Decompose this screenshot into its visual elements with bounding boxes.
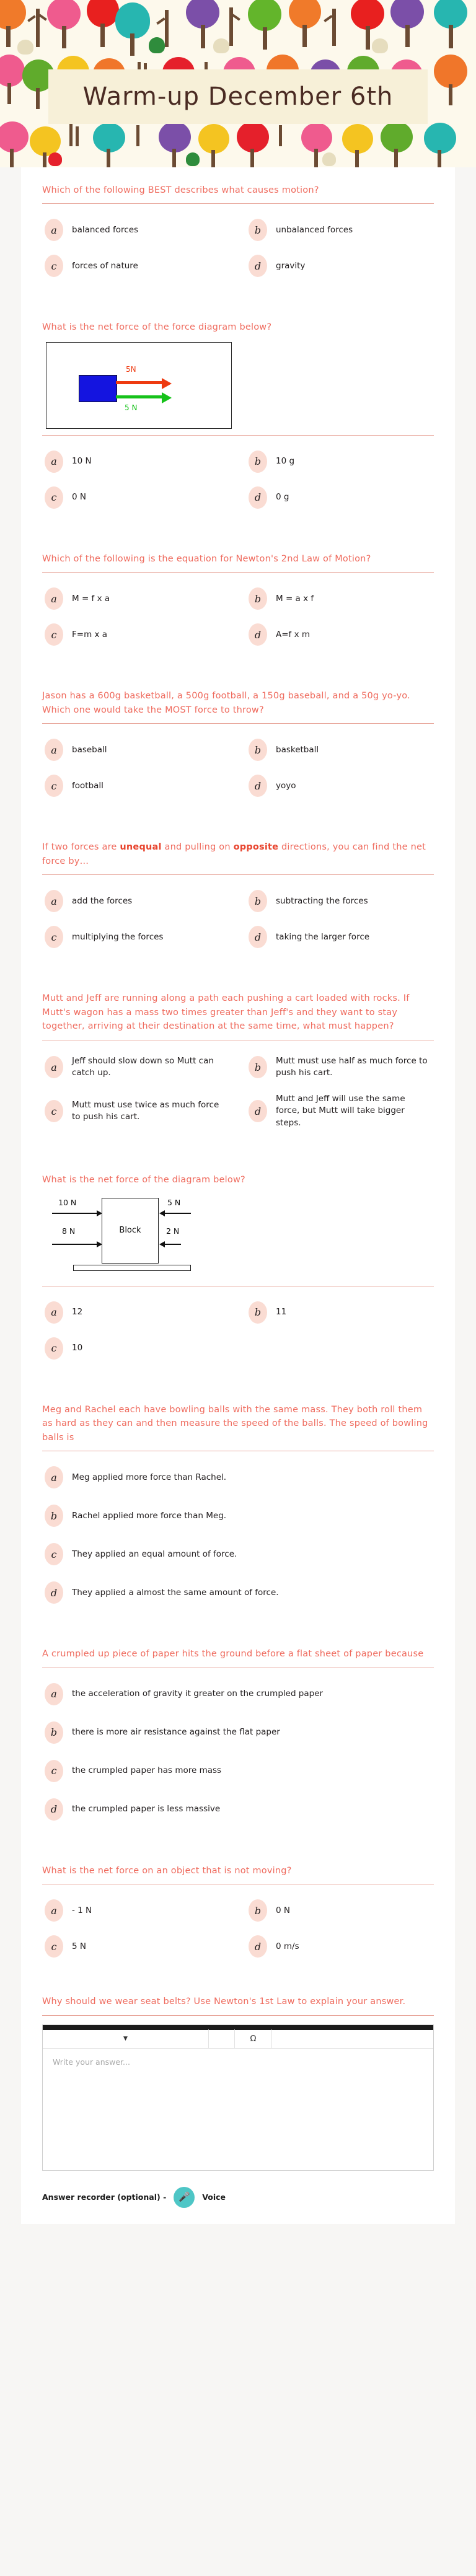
option-label: gravity (276, 260, 306, 271)
question-block (21, 167, 455, 293)
question-divider (42, 2015, 434, 2016)
question-prompt: What is the net force of the diagram below? (42, 1174, 245, 1185)
option-badge: a (45, 1466, 63, 1488)
question-prompt: If two forces are unequal and pulling on opposite directions, you can find the net force by… (42, 842, 426, 866)
option-d[interactable] (42, 1576, 434, 1609)
mic-glyph: 🎤 (178, 2191, 190, 2203)
option-c[interactable] (42, 1538, 434, 1570)
option-label: basketball (276, 744, 319, 755)
option-a[interactable] (42, 885, 230, 917)
option-badge: b (249, 219, 267, 241)
option-badge: d (249, 926, 267, 948)
recorder-label: Answer recorder (optional) - (42, 2192, 167, 2202)
page-title: Warm-up December 6th (82, 82, 394, 111)
diagram-right-bottom-label: 2 N (166, 1226, 180, 1236)
option-grid (42, 206, 434, 282)
option-label: multiplying the forces (72, 931, 164, 942)
option-label: 10 g (276, 456, 295, 467)
arrow-head-left-top (97, 1210, 102, 1216)
option-badge: a (45, 219, 63, 241)
option-badge: d (249, 1935, 267, 1958)
question-block (21, 1631, 455, 1836)
special-character-button[interactable]: Ω (235, 2029, 272, 2048)
option-label: 12 (72, 1307, 83, 1317)
option-a[interactable] (42, 1050, 230, 1084)
option-c[interactable] (42, 250, 230, 282)
option-c[interactable] (42, 1088, 230, 1135)
option-label: Mutt and Jeff will use the same force, but Mutt will take bigger steps. (276, 1093, 405, 1128)
option-b[interactable] (246, 1894, 434, 1927)
option-badge: c (45, 486, 63, 509)
option-b[interactable] (246, 1050, 434, 1084)
question-prompt: What is the net force of the force diagram below? (42, 322, 272, 333)
question-divider (42, 435, 434, 436)
option-label: football (72, 780, 104, 791)
option-badge: b (249, 890, 267, 912)
option-d[interactable] (246, 921, 434, 953)
option-label: M = f x a (72, 593, 110, 604)
option-badge: b (249, 739, 267, 761)
option-a[interactable] (42, 446, 230, 478)
option-label: - 1 N (72, 1905, 92, 1915)
arrow-shaft-right-top (165, 1213, 191, 1214)
question-prompt: Meg and Rachel each have bowling balls with the same mass. They both roll them as hard as they can and then measure the speed of the balls. The speed of bowling balls is (42, 1404, 428, 1443)
option-d[interactable] (246, 1930, 434, 1963)
question-block (21, 304, 455, 524)
option-badge: d (45, 1798, 63, 1821)
diagram-blue-box (79, 375, 117, 402)
option-b[interactable] (246, 1296, 434, 1329)
force-diagram-block (47, 1193, 270, 1280)
option-badge: d (249, 255, 267, 277)
option-label: Rachel applied more force than Meg. (72, 1510, 227, 1521)
question-prompt: Mutt and Jeff are running along a path each pushing a cart loaded with rocks. If Mutt's wagon has a mass two times greater than Jeff's and they want to stay together, arriving at their destination at the same time, what must happen? (42, 993, 410, 1032)
arrow-head-right-top (159, 1210, 165, 1216)
question-divider (42, 203, 434, 204)
option-b[interactable] (246, 214, 434, 246)
option-label: They applied a almost the same amount of force. (72, 1587, 279, 1598)
diagram-left-top-label: 10 N (58, 1197, 77, 1207)
option-d[interactable] (42, 1793, 434, 1826)
option-grid (42, 1289, 434, 1365)
option-label: 0 m/s (276, 1941, 299, 1951)
option-label: 10 (72, 1343, 83, 1353)
option-grid (42, 1043, 434, 1135)
option-badge: d (249, 623, 267, 646)
option-badge: d (45, 1581, 63, 1604)
question-block (21, 824, 455, 964)
option-label: They applied an equal amount of force. (72, 1549, 237, 1559)
question-prompt: Which of the following BEST describes what causes motion? (42, 185, 319, 195)
arrow-head-green (162, 392, 172, 403)
diagram-block-body: Block (102, 1198, 159, 1264)
option-label: F=m x a (72, 629, 108, 640)
diagram-right-top-label: 5 N (167, 1197, 181, 1207)
arrow-shaft-right-bottom (165, 1244, 181, 1245)
option-grid (42, 1454, 434, 1609)
option-badge: a (45, 451, 63, 473)
option-c[interactable] (42, 1930, 230, 1963)
chevron-down-icon: ▼ (123, 2036, 128, 2042)
question-prompt: What is the net force on an object that is not moving? (42, 1865, 292, 1876)
question-prompt: A crumpled up piece of paper hits the ground before a flat sheet of paper because (42, 1649, 424, 1659)
arrow-head-left-bottom (97, 1241, 102, 1247)
option-badge: c (45, 926, 63, 948)
option-a[interactable] (42, 1461, 434, 1493)
option-label: A=f x m (276, 629, 311, 640)
option-a[interactable] (42, 214, 230, 246)
option-badge: a (45, 1683, 63, 1705)
arrow-shaft-left-bottom (52, 1244, 97, 1245)
force-diagram-box (46, 342, 232, 429)
editor-toolbar-spacer (272, 2029, 433, 2048)
option-d[interactable] (246, 481, 434, 514)
question-block (21, 1848, 455, 1974)
diagram-left-bottom-label: 8 N (62, 1226, 76, 1236)
option-label: forces of nature (72, 260, 138, 271)
option-badge: c (45, 1100, 63, 1122)
diagram-top-force-label: 5N (126, 364, 136, 374)
question-block (21, 536, 455, 662)
option-d[interactable] (246, 1088, 434, 1135)
option-label: subtracting the forces (276, 895, 368, 906)
option-badge: c (45, 1760, 63, 1782)
option-a[interactable] (42, 1296, 230, 1329)
option-badge: b (249, 587, 267, 610)
option-label: there is more air resistance against the flat paper (72, 1727, 280, 1738)
answer-textarea[interactable]: Write your answer... (53, 2057, 130, 2067)
option-label: Meg applied more force than Rachel. (72, 1472, 227, 1482)
option-b[interactable] (246, 446, 434, 478)
option-badge: b (249, 1899, 267, 1922)
arrow-shaft-green (116, 395, 162, 398)
option-badge: a (45, 890, 63, 912)
voice-label: Voice (202, 2192, 226, 2202)
option-a[interactable] (42, 582, 230, 615)
option-b[interactable] (246, 582, 434, 615)
option-label: 0 N (72, 492, 86, 503)
microphone-icon[interactable] (174, 2187, 195, 2208)
option-label: 5 N (72, 1941, 86, 1951)
option-label: Mutt must use half as much force to push his cart. (276, 1055, 428, 1078)
option-grid (42, 575, 434, 651)
option-a[interactable] (42, 734, 230, 766)
bush (17, 40, 33, 55)
answer-editor-wrap (21, 2022, 455, 2177)
option-label: 11 (276, 1307, 287, 1317)
question-prompt: Jason has a 600g basketball, a 500g football, a 150g baseball, and a 50g yo-yo. Which one would take the MOST force to throw? (42, 691, 410, 715)
editor-menubar (43, 2030, 433, 2049)
option-grid (42, 877, 434, 953)
option-label: 0 N (276, 1905, 290, 1915)
decorative-tree-banner (0, 0, 476, 167)
option-c[interactable] (42, 481, 230, 514)
option-badge: d (249, 486, 267, 509)
option-badge: a (45, 739, 63, 761)
question-prompt: Which of the following is the equation for Newton's 2nd Law of Motion? (42, 553, 371, 564)
option-label: yoyo (276, 780, 296, 791)
option-label: baseball (72, 744, 107, 755)
option-label: 10 N (72, 456, 92, 467)
option-label: balanced forces (72, 224, 139, 235)
option-label: the acceleration of gravity it greater on the crumpled paper (72, 1689, 324, 1699)
option-badge: c (45, 1543, 63, 1565)
option-badge: c (45, 255, 63, 277)
option-label: the crumpled paper is less massive (72, 1804, 221, 1814)
option-badge: c (45, 623, 63, 646)
arrow-head-right-bottom (159, 1241, 165, 1247)
arrow-shaft-left-top (52, 1213, 97, 1214)
worksheet (21, 167, 455, 2224)
option-d[interactable] (246, 618, 434, 651)
option-d[interactable] (246, 250, 434, 282)
option-a[interactable] (42, 1894, 230, 1927)
option-badge: c (45, 1337, 63, 1360)
option-grid (42, 1671, 434, 1826)
option-label: unbalanced forces (276, 224, 353, 235)
option-label: Jeff should slow down so Mutt can catch up. (72, 1055, 214, 1078)
question-divider (42, 723, 434, 724)
rich-text-editor[interactable] (42, 2024, 434, 2171)
option-c[interactable] (42, 921, 230, 953)
option-c[interactable] (42, 770, 230, 802)
option-label: M = a x f (276, 593, 314, 604)
bush (213, 38, 229, 53)
option-badge: b (249, 1301, 267, 1324)
option-grid (42, 1887, 434, 1963)
option-b[interactable] (246, 734, 434, 766)
question-block (21, 975, 455, 1145)
option-badge: b (249, 1056, 267, 1078)
option-c[interactable] (42, 1332, 230, 1365)
diagram-ground (73, 1265, 191, 1271)
bush (372, 38, 388, 53)
option-b[interactable] (42, 1717, 434, 1749)
bush (48, 152, 62, 166)
option-label: add the forces (72, 895, 133, 906)
bush (149, 37, 165, 53)
option-badge: b (45, 1505, 63, 1527)
option-badge: b (249, 451, 267, 473)
option-badge: a (45, 1899, 63, 1922)
option-grid (42, 438, 434, 514)
option-badge: a (45, 1056, 63, 1078)
option-badge: b (45, 1721, 63, 1744)
title-banner (48, 69, 428, 124)
answer-recorder-footer (21, 2177, 455, 2224)
option-d[interactable] (246, 770, 434, 802)
question-block (21, 673, 455, 813)
option-b[interactable] (42, 1500, 434, 1532)
option-b[interactable] (246, 885, 434, 917)
question-divider (42, 874, 434, 875)
option-label: the crumpled paper has more mass (72, 1765, 222, 1776)
option-badge: c (45, 1935, 63, 1958)
editor-tool-button[interactable] (209, 2029, 235, 2048)
question-divider (42, 572, 434, 573)
option-label: 0 g (276, 492, 289, 503)
font-style-dropdown[interactable] (43, 2029, 209, 2048)
question-block (21, 1985, 455, 2021)
bush (322, 152, 336, 166)
bush (186, 152, 200, 166)
option-badge: a (45, 587, 63, 610)
option-badge: c (45, 775, 63, 797)
option-label: Mutt must use twice as much force to push his cart. (72, 1099, 219, 1122)
question-block (21, 1157, 455, 1376)
option-a[interactable] (42, 1678, 434, 1710)
option-grid (42, 726, 434, 802)
arrow-head-red (162, 378, 172, 389)
diagram-bottom-force-label: 5 N (125, 403, 138, 412)
arrow-shaft-red (116, 381, 162, 384)
option-c[interactable] (42, 618, 230, 651)
option-badge: a (45, 1301, 63, 1324)
question-block (21, 1387, 455, 1620)
option-label: taking the larger force (276, 931, 370, 942)
option-badge: d (249, 1100, 267, 1122)
question-prompt: Why should we wear seat belts? Use Newton's 1st Law to explain your answer. (42, 1997, 406, 2007)
option-c[interactable] (42, 1755, 434, 1787)
option-badge: d (249, 775, 267, 797)
